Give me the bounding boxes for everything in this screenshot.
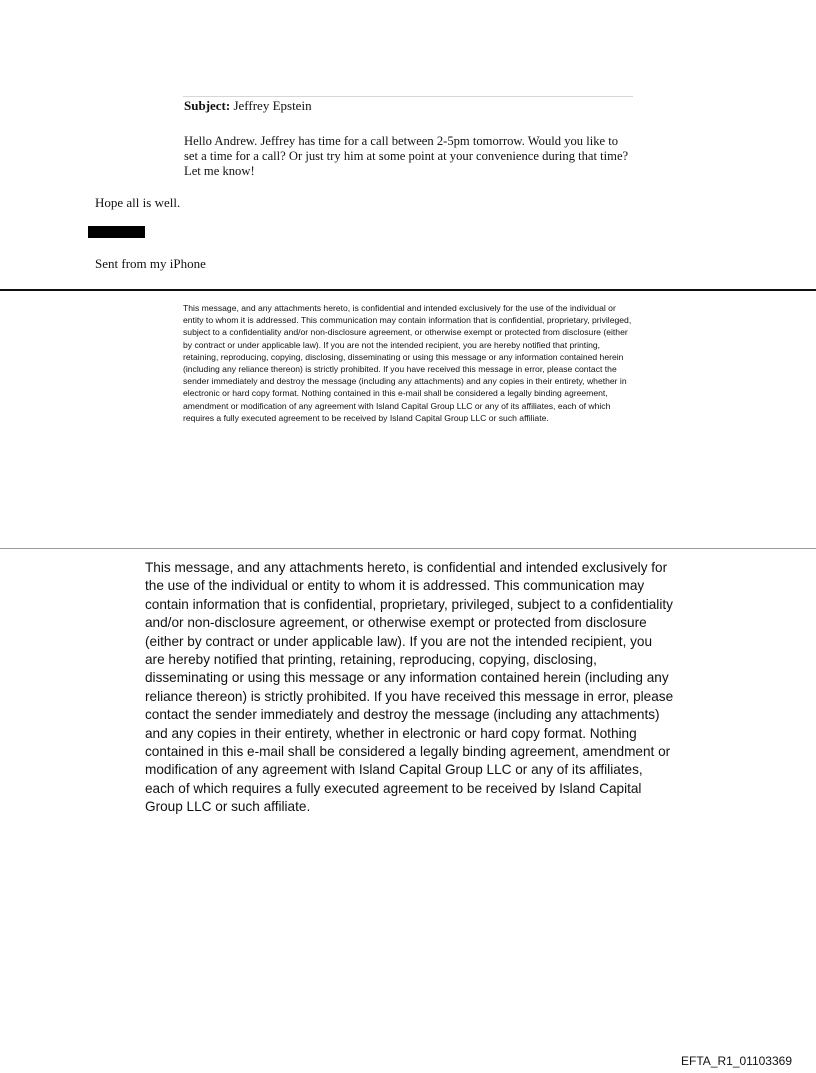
section-divider-lower [0, 548, 816, 549]
subject-value: Jeffrey Epstein [230, 98, 312, 113]
reply-text: Hope all is well. [95, 195, 181, 210]
section-divider [0, 289, 816, 291]
email-signature: Sent from my iPhone [95, 256, 206, 271]
document-id: EFTA_R1_01103369 [681, 1054, 792, 1068]
header-divider [183, 96, 633, 97]
email-subject-line [184, 98, 312, 114]
disclaimer-large: This message, and any attachments hereto, is confidential and intended exclusively for the use of the individual or entity to whom it is addressed. This communication may contain information that is confidential, proprietary, privileged, subject to a confidentiality and/or non-disclosure agreement, or otherwise exempt or protected from disclosure (either by contract or under applicable law). If you are not the intended recipient, you are hereby notified that printing, retaining, reproducing, copying, disclosing, disseminating or using this message or any information contained herein (including any reliance thereon) is strictly prohibited. If you have received this message in error, please contact the sender immediately and destroy the message (including any attachments) and any copies in their entirety, whether in electronic or hard copy format. Nothing contained in this e-mail shall be considered a legally binding agreement, amendment or modification of any agreement with Island Capital Group LLC or any of its affiliates, each of which requires a fully executed agreement to be received by Island Capital Group LLC or such affiliate. [145, 560, 674, 815]
redaction-block [88, 226, 145, 238]
email-body: Hello Andrew. Jeffrey has time for a call between 2-5pm tomorrow. Would you like to set a time for a call? Or just try him at some point at your convenience during that time? Let me know! [184, 134, 629, 178]
disclaimer-small: This message, and any attachments hereto, is confidential and intended exclusively for the use of the individual or entity to whom it is addressed. This communication may contain information that is confidential, proprietary, privileged, subject to a confidentiality and/or non-disclosure agreement, or otherwise exempt or protected from disclosure (either by contract or under applicable law). If you are not the intended recipient, you are hereby notified that printing, retaining, reproducing, copying, disclosing, disseminating or using this message or any information contained herein (including any reliance thereon) is strictly prohibited. If you have received this message in error, please contact the sender immediately and destroy the message (including any attachments) and any copies in their entirety, whether in electronic or hard copy format. Nothing contained in this e-mail shall be considered a legally binding agreement, amendment or modification of any agreement with Island Capital Group LLC or any of its affiliates, each of which requires a fully executed agreement to be received by Island Capital Group LLC or such affiliate. [183, 303, 632, 423]
subject-label: Subject: [184, 98, 231, 113]
